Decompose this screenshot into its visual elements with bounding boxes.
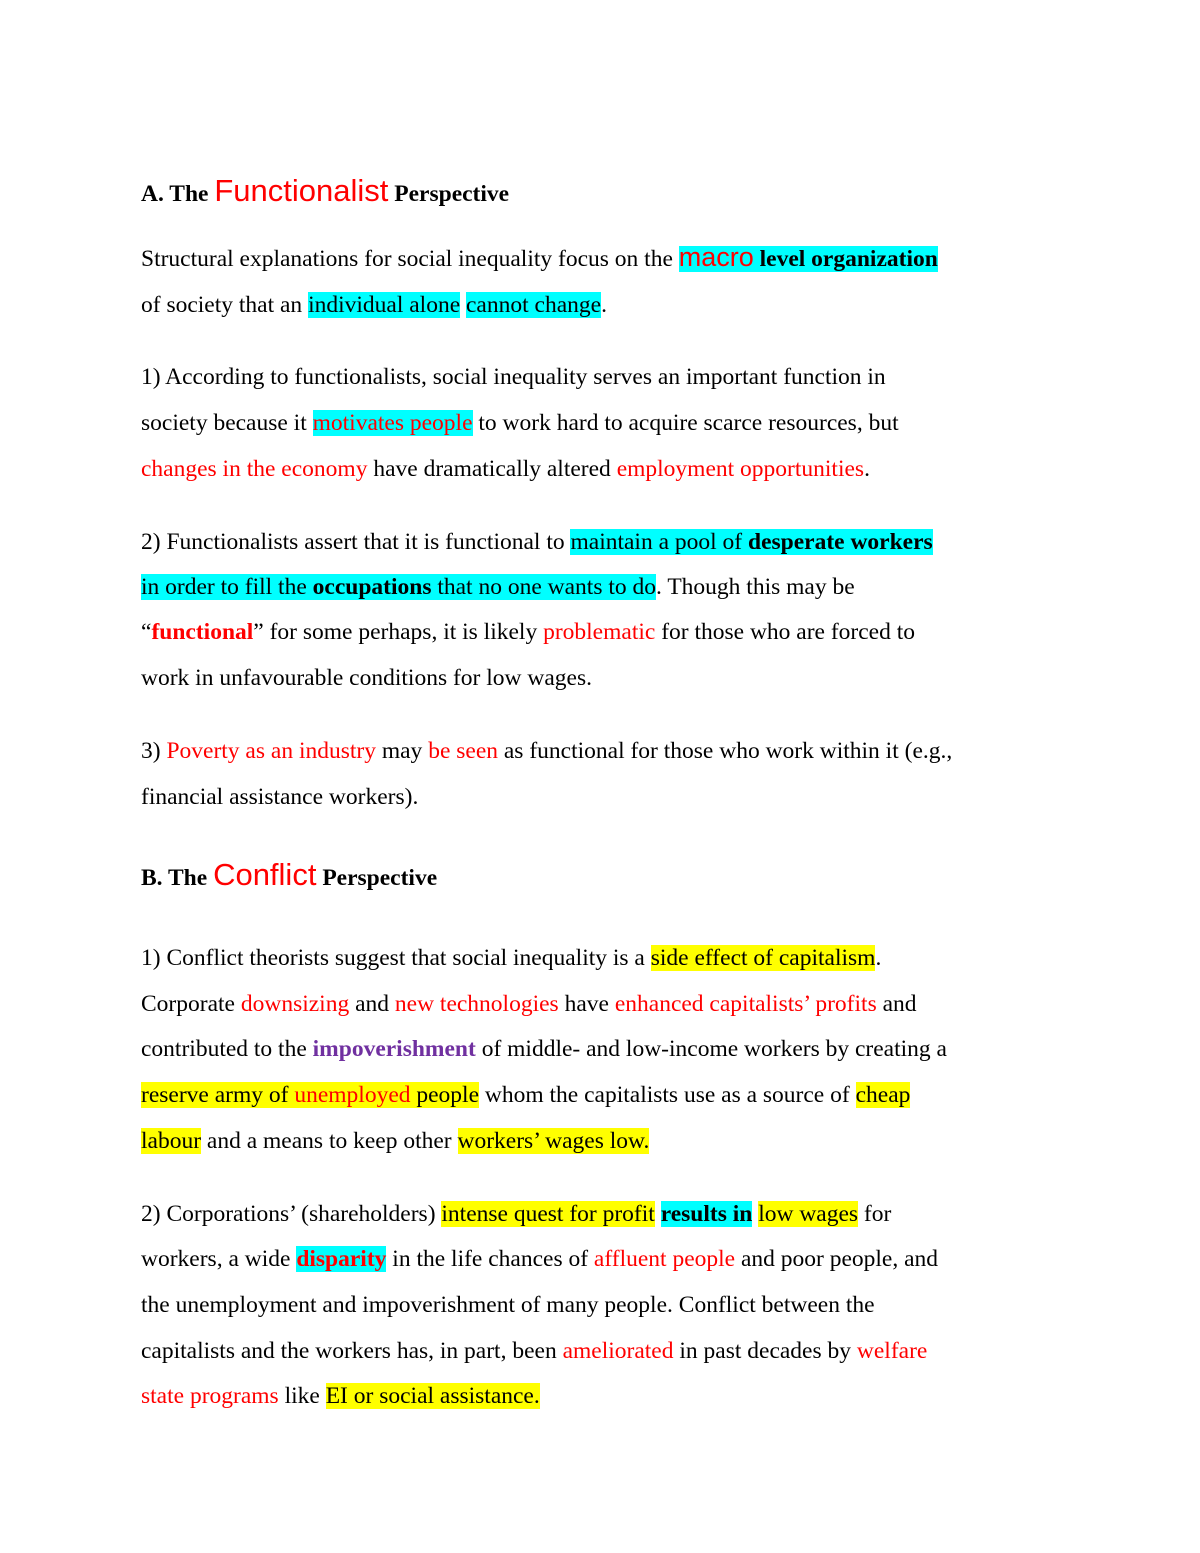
welfare-term: welfare bbox=[856, 1338, 928, 1364]
highlight-results-in: results in bbox=[660, 1201, 753, 1227]
highlight-side-effect: side effect of capitalism bbox=[650, 945, 876, 971]
text-run: 2) Corporations’ (shareholders) bbox=[141, 1201, 442, 1227]
text-run: as functional for those who work within it (e.g., bbox=[498, 738, 953, 764]
b1-line-4 bbox=[141, 1079, 910, 1111]
heading-conflict bbox=[141, 859, 437, 891]
text-run: Structural explanations for social inequality focus on the bbox=[141, 246, 679, 272]
highlight-cheap: cheap bbox=[855, 1082, 911, 1108]
unemployed-term: unemployed bbox=[294, 1082, 411, 1108]
occupations-term: occupations bbox=[312, 574, 432, 600]
macro-term: macro bbox=[678, 242, 754, 272]
a2-line-4: work in unfavourable conditions for low wages. bbox=[141, 665, 592, 691]
text-run: workers, a wide bbox=[141, 1246, 297, 1272]
highlight-text: people bbox=[410, 1082, 480, 1108]
highlight-disparity: disparity bbox=[296, 1246, 387, 1272]
text-run: 1) Conflict theorists suggest that social inequality is a bbox=[141, 945, 651, 971]
text-run: for those who are forced to bbox=[655, 619, 916, 645]
highlight-text: that no one wants to do bbox=[431, 574, 656, 600]
text-run: in the life chances of bbox=[386, 1246, 594, 1272]
text-run: have dramatically altered bbox=[367, 456, 617, 482]
highlight-labour: labour bbox=[141, 1128, 202, 1154]
text-run: of society that an bbox=[141, 292, 309, 318]
text-run: . bbox=[875, 945, 882, 971]
text-run: whom the capitalists use as a source of bbox=[479, 1082, 856, 1108]
b2-line-2 bbox=[141, 1243, 938, 1275]
text-run: ” for some perhaps, it is likely bbox=[253, 619, 544, 645]
b1-line-3 bbox=[141, 1033, 947, 1065]
be-seen-term: be seen bbox=[428, 738, 498, 764]
text-run: . bbox=[601, 292, 607, 318]
text-run: for bbox=[858, 1201, 892, 1227]
intro-line-2 bbox=[141, 289, 607, 321]
text-run: contributed to the bbox=[141, 1036, 313, 1062]
text-run: capitalists and the workers has, in part, been bbox=[141, 1338, 563, 1364]
b2-line-5 bbox=[141, 1380, 540, 1412]
heading-suffix: Perspective bbox=[388, 181, 510, 207]
ameliorated-term: ameliorated bbox=[562, 1338, 674, 1364]
a1-line-3 bbox=[141, 453, 870, 485]
a3-line-1 bbox=[141, 735, 952, 767]
problematic-term: problematic bbox=[543, 619, 656, 645]
b2-line-3: the unemployment and impoverishment of many people. Conflict between the bbox=[141, 1292, 875, 1318]
text-run: of middle- and low-income workers by creating a bbox=[475, 1036, 947, 1062]
a1-line-2 bbox=[141, 407, 899, 439]
highlight-ei-social-assistance: EI or social assistance. bbox=[325, 1383, 540, 1409]
text-run: to work hard to acquire scarce resources, but bbox=[472, 410, 899, 436]
highlight-motivates-people: motivates people bbox=[312, 410, 473, 436]
highlight-cannot-change: cannot change bbox=[466, 292, 602, 318]
red-term: downsizing bbox=[240, 991, 350, 1017]
red-term: enhanced capitalists’ profits bbox=[614, 991, 877, 1017]
text-run: and bbox=[349, 991, 395, 1017]
intro-line-1 bbox=[141, 241, 938, 273]
highlight-text: reserve army of bbox=[141, 1082, 295, 1108]
text-run: Corporate bbox=[141, 991, 241, 1017]
highlight-quest-for-profit: intense quest for profit bbox=[441, 1201, 655, 1227]
text-run: and poor people, and bbox=[735, 1246, 939, 1272]
text-run: 2) Functionalists assert that it is functional to bbox=[141, 529, 571, 555]
a2-line-3 bbox=[141, 616, 915, 648]
text-run: . bbox=[864, 456, 870, 482]
highlight-text: maintain a pool of bbox=[570, 529, 748, 555]
poverty-industry-term: Poverty as an industry bbox=[166, 738, 376, 764]
text-run: have bbox=[558, 991, 615, 1017]
text-run: like bbox=[278, 1383, 326, 1409]
level-organization-term: level organization bbox=[759, 246, 938, 272]
highlight-low-wages: low wages bbox=[758, 1201, 859, 1227]
text-run: and bbox=[876, 991, 917, 1017]
a2-line-2 bbox=[141, 571, 855, 603]
b1-line-1 bbox=[141, 942, 881, 974]
heading-functionalist bbox=[141, 175, 509, 207]
text-run: and a means to keep other bbox=[201, 1128, 458, 1154]
impoverishment-term: impoverishment bbox=[312, 1036, 476, 1062]
text-run: “ bbox=[141, 619, 152, 645]
b1-line-2 bbox=[141, 988, 917, 1020]
affluent-people-term: affluent people bbox=[593, 1246, 736, 1272]
red-term: employment opportunities bbox=[616, 456, 865, 482]
desperate-workers-term: desperate workers bbox=[748, 529, 933, 555]
text-run: in past decades by bbox=[673, 1338, 857, 1364]
red-term: new technologies bbox=[394, 991, 559, 1017]
a3-line-2: financial assistance workers). bbox=[141, 784, 419, 810]
b2-line-1 bbox=[141, 1198, 891, 1230]
b1-line-5 bbox=[141, 1125, 649, 1157]
text-run: . Though this may be bbox=[656, 574, 855, 600]
heading-key-term: Functionalist bbox=[214, 173, 389, 208]
heading-key-term: Conflict bbox=[213, 857, 317, 892]
state-programs-term: state programs bbox=[141, 1383, 279, 1409]
text-run: may bbox=[375, 738, 429, 764]
heading-prefix: A. The bbox=[141, 181, 215, 207]
heading-suffix: Perspective bbox=[316, 865, 438, 891]
a1-line-1: 1) According to functionalists, social inequality serves an important function in bbox=[141, 364, 886, 390]
b2-line-4 bbox=[141, 1335, 927, 1367]
text-run: society because it bbox=[141, 410, 313, 436]
text-run bbox=[655, 1201, 661, 1227]
highlight-individual-alone: individual alone bbox=[308, 292, 461, 318]
heading-prefix: B. The bbox=[141, 865, 214, 891]
functional-term: functional bbox=[151, 619, 254, 645]
text-run: 3) bbox=[141, 738, 167, 764]
a2-line-1 bbox=[141, 526, 933, 558]
highlight-text: in order to fill the bbox=[141, 574, 313, 600]
highlight-wages-low: workers’ wages low. bbox=[457, 1128, 650, 1154]
red-term: changes in the economy bbox=[141, 456, 368, 482]
